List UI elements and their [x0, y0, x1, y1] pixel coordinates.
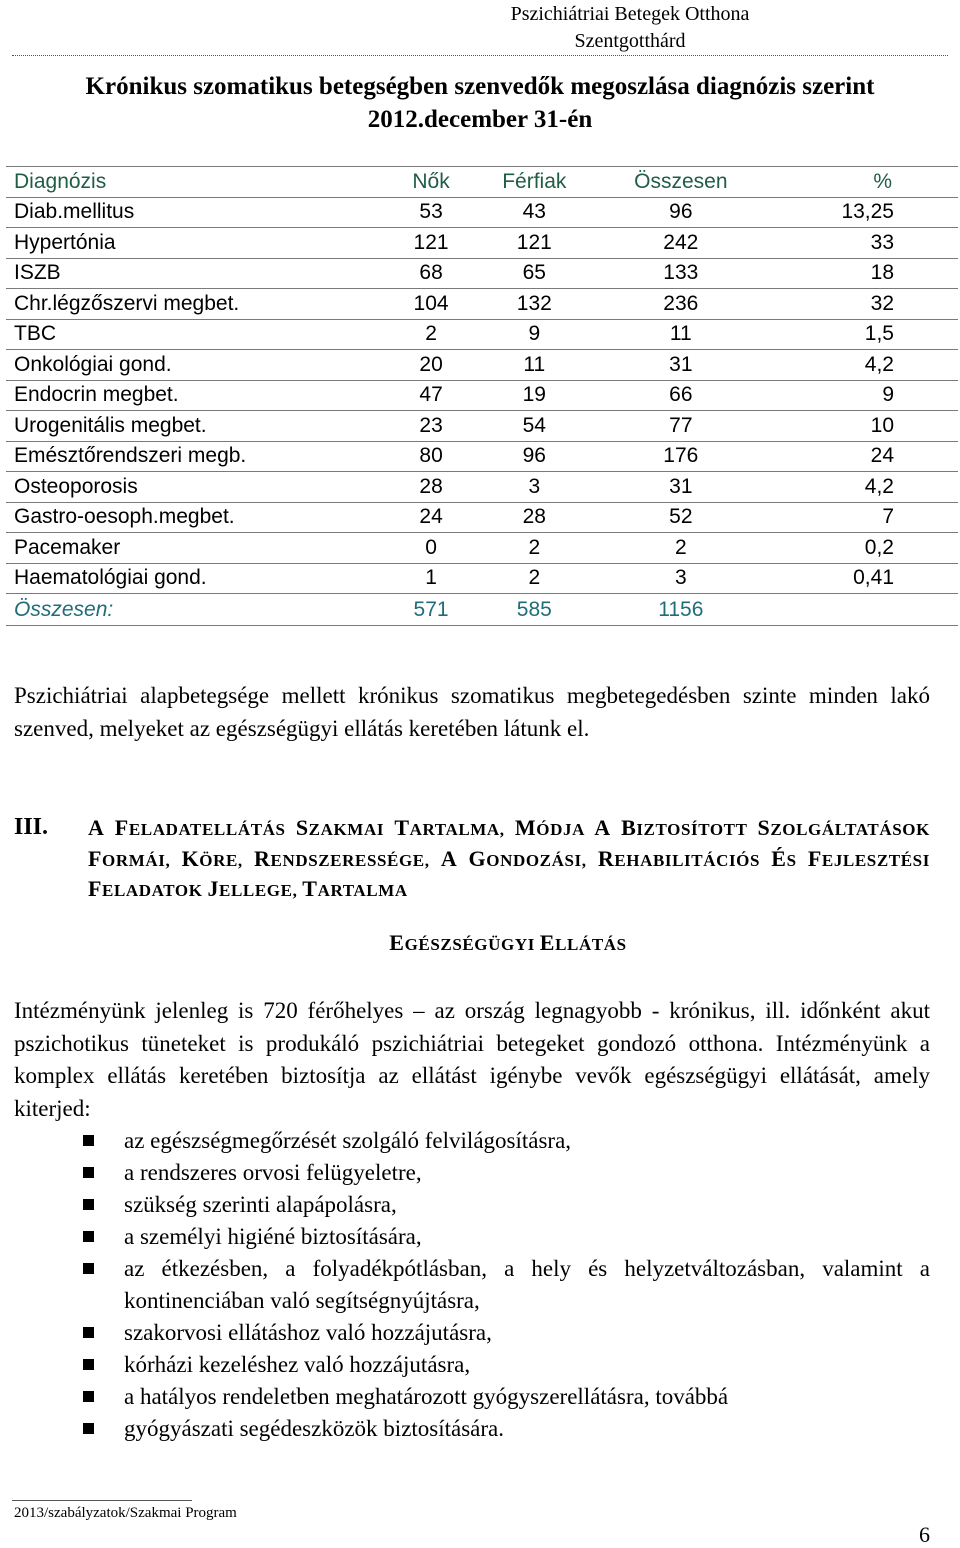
cell-men: 121 [516, 230, 552, 254]
square-bullet-icon [83, 1391, 94, 1402]
cell-percent: 33 [870, 230, 894, 254]
table-row [6, 319, 958, 350]
square-bullet-icon [83, 1263, 94, 1274]
header-institution: Pszichiátriai Betegek Otthona [510, 3, 750, 25]
col-header-percent: % [873, 169, 892, 193]
cell-men: 3 [528, 474, 541, 498]
cell-women: 1 [425, 566, 437, 590]
list-item-text: az egészségmegőrzését szolgáló felvilágosításra, [124, 1128, 572, 1153]
cell-men: 132 [516, 291, 552, 315]
list-item [80, 1253, 930, 1317]
list-item [80, 1317, 930, 1349]
section-number: III. [14, 814, 49, 840]
page-number: 6 [919, 1522, 930, 1547]
square-bullet-icon [83, 1167, 94, 1178]
table-row [6, 563, 958, 594]
cell-percent: 24 [870, 444, 894, 468]
cell-women: 47 [419, 383, 443, 407]
table-title [0, 70, 960, 136]
cell-diagnosis: Pacemaker [14, 535, 121, 559]
col-header-diagnosis: Diagnózis [14, 169, 107, 193]
cell-total: 11 [669, 322, 692, 346]
cell-men: 54 [522, 413, 546, 437]
cell-men: 28 [522, 505, 546, 529]
cell-women: 0 [425, 535, 437, 559]
cell-diagnosis: Chr.légzőszervi megbet. [14, 291, 240, 315]
total-percent-empty [765, 594, 958, 626]
cell-women: 23 [419, 413, 443, 437]
total-men: 585 [516, 597, 552, 621]
cell-percent: 32 [870, 291, 894, 315]
cell-total: 2 [674, 535, 687, 559]
cell-men: 43 [522, 200, 546, 224]
list-item [80, 1125, 930, 1157]
cell-total: 176 [663, 444, 699, 468]
cell-men: 65 [522, 261, 546, 285]
table-row [6, 533, 958, 564]
cell-women: 121 [413, 230, 449, 254]
cell-men: 9 [528, 322, 541, 346]
cell-men: 96 [522, 444, 546, 468]
footer-divider [12, 1500, 192, 1501]
cell-percent: 1,5 [864, 322, 894, 346]
intro-paragraph: Pszichiátriai alapbetegsége mellett krónikus szomatikus megbetegedésben szinte minden lakó szenved, melyeket az egészségügyi ellátás keretében látunk el. [14, 683, 930, 741]
cell-diagnosis: Endocrin megbet. [14, 383, 179, 407]
cell-percent: 18 [870, 261, 894, 285]
table-row [6, 228, 958, 259]
col-header-total: Összesen [634, 169, 728, 193]
list-item-text: kórházi kezeléshez való hozzájutásra, [124, 1352, 471, 1377]
cell-women: 104 [413, 291, 449, 315]
footer-path: 2013/szabályzatok/Szakmai Program [14, 1505, 237, 1521]
list-item [80, 1157, 930, 1189]
table-header-row [6, 167, 958, 198]
table-row [6, 472, 958, 503]
list-item [80, 1381, 930, 1413]
list-item-text: a személyi higiéné biztosítására, [124, 1224, 422, 1249]
diagnosis-table [6, 166, 958, 626]
col-header-women: Nők [412, 169, 450, 193]
list-item-text: a rendszeres orvosi felügyeletre, [124, 1160, 422, 1185]
cell-total: 96 [669, 200, 693, 224]
cell-diagnosis: Gastro-oesoph.megbet. [14, 505, 235, 529]
cell-women: 20 [419, 352, 443, 376]
square-bullet-icon [83, 1423, 94, 1434]
cell-diagnosis: Urogenitális megbet. [14, 413, 207, 437]
subheading: EGÉSZSÉGÜGYI ELLÁTÁS [389, 930, 627, 955]
table-row [6, 197, 958, 228]
cell-women: 2 [425, 322, 437, 346]
header-divider [12, 55, 948, 56]
col-header-men: Férfiak [502, 169, 567, 193]
cell-diagnosis: Haematológiai gond. [14, 566, 207, 590]
table-total-row [6, 594, 958, 626]
cell-women: 68 [419, 261, 443, 285]
cell-women: 80 [419, 444, 443, 468]
care-paragraph: Intézményünk jelenleg is 720 férőhelyes – az ország legnagyobb - krónikus, ill. időnként akut pszichotikus tüneteket is produkáló pszichiátriai betegeket gondozó otthona. Intézményünk a komplex ellátás keretében biztosítja az ellátást igénybe vevők egészségügyi ellátását, amely kiterjed: [14, 998, 930, 1121]
cell-percent: 4,2 [864, 352, 894, 376]
cell-diagnosis: Onkológiai gond. [14, 352, 172, 376]
square-bullet-icon [83, 1231, 94, 1242]
cell-men: 11 [523, 352, 546, 376]
table-row [6, 411, 958, 442]
total-sum: 1156 [658, 597, 704, 621]
cell-diagnosis: TBC [14, 322, 56, 346]
cell-percent: 9 [882, 383, 894, 407]
cell-percent: 7 [882, 505, 894, 529]
cell-total: 236 [663, 291, 699, 315]
square-bullet-icon [83, 1199, 94, 1210]
table-row [6, 502, 958, 533]
list-item [80, 1189, 930, 1221]
cell-men: 19 [522, 383, 546, 407]
cell-percent: 0,2 [864, 535, 894, 559]
cell-percent: 10 [870, 413, 894, 437]
list-item-text: gyógyászati segédeszközök biztosítására. [124, 1416, 505, 1441]
table-title-line2: 2012.december 31-én [367, 106, 593, 133]
cell-total: 3 [674, 566, 687, 590]
square-bullet-icon [83, 1359, 94, 1370]
cell-total: 66 [669, 383, 693, 407]
care-list [80, 1125, 930, 1445]
list-item-text: az étkezésben, a folyadékpótlásban, a hely és helyzetváltozásban, valamint a kontinenciában való segítségnyújtásra, [124, 1256, 930, 1313]
cell-percent: 4,2 [864, 474, 894, 498]
cell-diagnosis: ISZB [14, 261, 61, 285]
table-row [6, 441, 958, 472]
table-row [6, 380, 958, 411]
cell-women: 53 [419, 200, 443, 224]
list-item [80, 1349, 930, 1381]
list-item [80, 1221, 930, 1253]
table-body [6, 197, 958, 594]
table-title-line1: Krónikus szomatikus betegségben szenvedők megoszlása diagnózis szerint [85, 73, 875, 100]
square-bullet-icon [83, 1327, 94, 1338]
cell-women: 28 [419, 474, 443, 498]
header-city: Szentgotthárd [574, 30, 686, 52]
cell-diagnosis: Hypertónia [14, 230, 116, 254]
total-label: Összesen: [14, 597, 114, 621]
cell-women: 24 [419, 505, 443, 529]
cell-percent: 0,41 [853, 566, 894, 590]
list-item [80, 1413, 930, 1445]
cell-diagnosis: Emésztőrendszeri megb. [14, 444, 247, 468]
total-women: 571 [413, 597, 449, 621]
cell-men: 2 [528, 566, 541, 590]
cell-total: 242 [663, 230, 699, 254]
cell-total: 31 [669, 474, 693, 498]
cell-total: 77 [669, 413, 693, 437]
list-item-text: szükség szerinti alapápolásra, [124, 1192, 397, 1217]
cell-total: 133 [663, 261, 699, 285]
square-bullet-icon [83, 1135, 94, 1146]
section-title: A FELADATELLÁTÁS SZAKMAI TARTALMA, MÓDJA A BIZTOSÍTOTT SZOLGÁLTATÁSOK FORMÁI, KÖRE, RENDSZERESSÉGE, A GONDOZÁSI, REHABILITÁCIÓS ÉS FEJLESZTÉSI FELADATOK JELLEGE, TARTALMA [88, 815, 930, 901]
table-row [6, 289, 958, 320]
cell-men: 2 [528, 535, 541, 559]
cell-percent: 13,25 [841, 200, 894, 224]
cell-diagnosis: Osteoporosis [14, 474, 138, 498]
cell-total: 52 [669, 505, 693, 529]
table-row [6, 258, 958, 289]
cell-diagnosis: Diab.mellitus [14, 200, 135, 224]
table-row [6, 350, 958, 381]
list-item-text: a hatályos rendeletben meghatározott gyógyszerellátásra, továbbá [124, 1384, 729, 1409]
list-item-text: szakorvosi ellátáshoz való hozzájutásra, [124, 1320, 492, 1345]
cell-total: 31 [669, 352, 693, 376]
